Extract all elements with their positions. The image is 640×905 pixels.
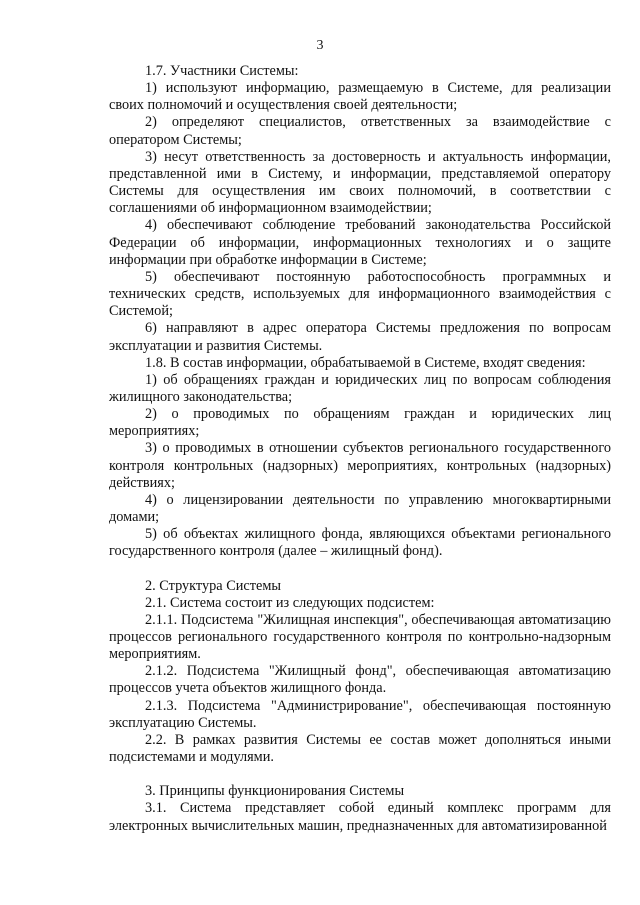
paragraph-1-8: 1.8. В состав информации, обрабатываемой в Системе, входят сведения:: [145, 354, 586, 371]
page-number: 3: [316, 38, 324, 53]
paragraph-1-7-1: 1) используют информацию, размещаемую в Системе, для реализации своих полномочий и осуществления своей деятельности;: [109, 80, 611, 114]
paragraph-1-7-2: 2) определяют специалистов, ответственных за взаимодействие с оператором Системы;: [109, 114, 611, 148]
section-heading-2: 2. Структура Системы: [145, 577, 281, 594]
paragraph-1-7-6: 6) направляют в адрес оператора Системы предложения по вопросам эксплуатации и развития Системы.: [109, 320, 611, 354]
paragraph-2-1-2: 2.1.2. Подсистема "Жилищный фонд", обеспечивающая автоматизацию процессов учета объектов жилищного фонда.: [109, 663, 611, 697]
paragraph-1-7: 1.7. Участники Системы:: [145, 63, 299, 79]
paragraph-1-7-5: 5) обеспечивают постоянную работоспособность программных и технических средств, используемых для информационного взаимодействия с Системой;: [109, 268, 611, 320]
paragraph-2-1: 2.1. Система состоит из следующих подсистем:: [145, 594, 435, 611]
paragraph-1-8-2: 2) о проводимых по обращениям граждан и юридических лиц мероприятиях;: [109, 406, 611, 440]
paragraph-1-8-3: 3) о проводимых в отношении субъектов регионального государственного контроля контрольных (надзорных) мероприятиях, контрольных (надзорных) действиях;: [109, 440, 611, 491]
paragraph-2-1-1: 2.1.1. Подсистема "Жилищная инспекция", обеспечивающая автоматизацию процессов регионального государственного контроля по контрольно-надзорным мероприятиям.: [109, 611, 611, 663]
paragraph-1-7-3: 3) несут ответственность за достоверность и актуальность информации, представленной ими в Систему, и информации, представляемой оператору Системы для осуществления им своих полномочий, в соответствии с соглашениями об информационном взаимодействии;: [109, 148, 611, 217]
paragraph-1-7-4: 4) обеспечивают соблюдение требований законодательства Российской Федерации об информации, информационных технологиях и о защите информации при обработке информации в Системе;: [109, 217, 611, 268]
paragraph-2-1-3: 2.1.3. Подсистема "Администрирование", обеспечивающая постоянную эксплуатацию Системы.: [109, 697, 611, 731]
paragraph-2-2: 2.2. В рамках развития Системы ее состав может дополняться иными подсистемами и модулями.: [109, 731, 611, 766]
paragraph-3-1: 3.1. Система представляет собой единый комплекс программ для электронных вычислительных машин, предназначенных для автоматизированной: [109, 800, 611, 834]
paragraph-1-8-4: 4) о лицензировании деятельности по управлению многоквартирными домами;: [109, 491, 611, 526]
paragraph-1-8-1: 1) об обращениях граждан и юридических лиц по вопросам соблюдения жилищного законодательства;: [109, 371, 611, 405]
paragraph-1-8-5: 5) об объектах жилищного фонда, являющихся объектами регионального государственного контроля (далее – жилищный фонд).: [109, 526, 611, 560]
section-heading-3: 3. Принципы функционирования Системы: [145, 783, 405, 800]
document-body: [109, 63, 611, 835]
